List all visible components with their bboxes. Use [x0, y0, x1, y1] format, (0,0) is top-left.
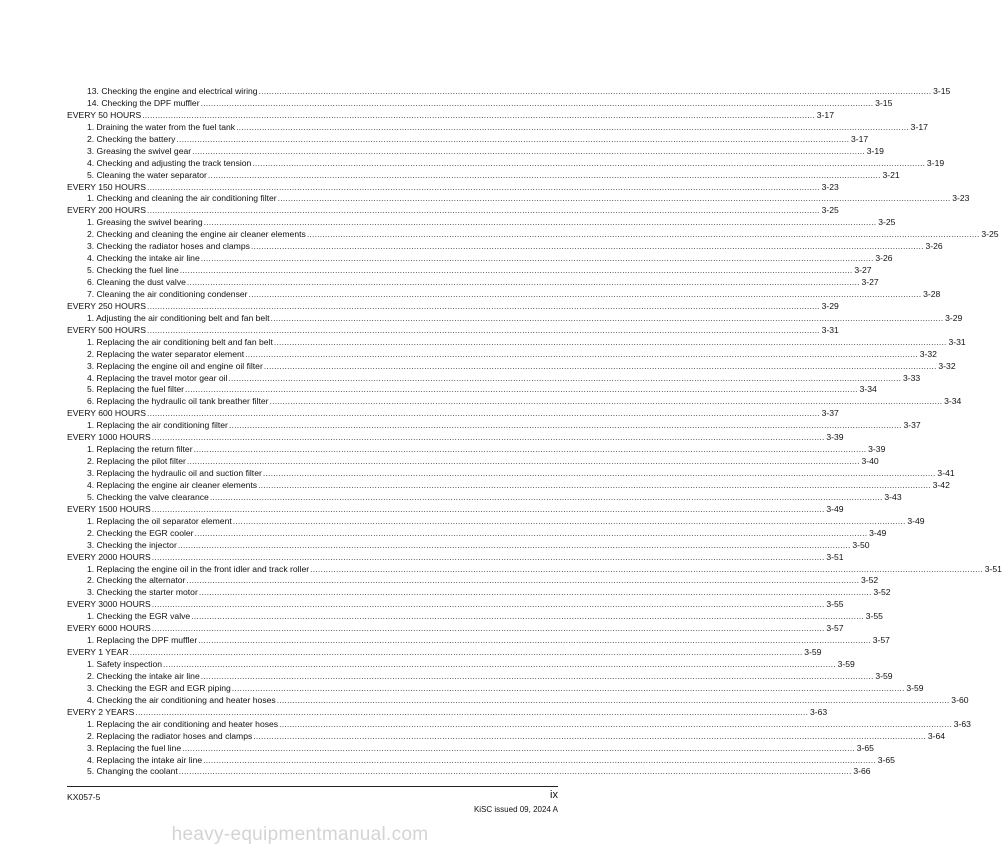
- dot-leader: ....................................................................................................................................................................................................................................................................: [228, 420, 902, 431]
- toc-entry-title: 7. Cleaning the air conditioning condenser: [87, 288, 248, 299]
- document-code: KX057-5: [67, 792, 101, 802]
- toc-entry-page: 3-17: [850, 133, 869, 144]
- toc-entry[interactable]: [67, 133, 869, 146]
- toc-entry-page: 3-17: [910, 121, 928, 132]
- toc-entry-title: 1. Replacing the engine oil in the front idler and track roller: [87, 563, 310, 574]
- dot-leader: ....................................................................................................................................................................................................................................................................: [236, 121, 909, 132]
- toc-entry[interactable]: [67, 444, 886, 456]
- toc-entry[interactable]: [67, 599, 844, 611]
- toc-entry-page: 3-59: [875, 670, 893, 681]
- toc-entry-title: 1. Replacing the air conditioning filter: [87, 420, 228, 431]
- toc-entry-title: 4. Checking the intake air line: [87, 253, 200, 264]
- toc-entry[interactable]: [67, 515, 925, 528]
- dot-leader: ....................................................................................................................................................................................................................................................................: [163, 659, 836, 669]
- toc-entry-page: 3-64: [927, 730, 946, 741]
- toc-entry-title: EVERY 1 YEAR: [67, 647, 129, 658]
- toc-entry[interactable]: [67, 336, 966, 349]
- dot-leader: ....................................................................................................................................................................................................................................................................: [279, 718, 952, 729]
- dot-leader: ....................................................................................................................................................................................................................................................................: [203, 217, 877, 228]
- dot-leader: ....................................................................................................................................................................................................................................................................: [151, 599, 825, 610]
- toc-entry-page: 3-37: [821, 408, 839, 419]
- toc-entry[interactable]: [67, 742, 874, 755]
- toc-entry-title: 3. Checking the injector: [87, 539, 177, 550]
- footer-divider: [67, 786, 558, 787]
- toc-entry-title: 1. Replacing the return filter: [87, 444, 193, 455]
- dot-leader: ....................................................................................................................................................................................................................................................................: [245, 348, 918, 359]
- toc-entry-title: 2. Replacing the pilot filter: [87, 456, 186, 467]
- toc-entry-page: 3-26: [875, 253, 893, 264]
- toc-entry-title: EVERY 600 HOURS: [67, 408, 146, 419]
- toc-entry[interactable]: [67, 551, 844, 564]
- toc-entry-page: 3-49: [826, 503, 844, 514]
- toc-entry[interactable]: [67, 217, 896, 229]
- toc-entry-title: 3. Greasing the swivel gear: [87, 145, 192, 156]
- toc-entry[interactable]: [67, 623, 844, 635]
- toc-entry-title: 5. Checking the fuel line: [87, 265, 179, 276]
- toc-entry-page: 3-31: [948, 336, 966, 347]
- dot-leader: ....................................................................................................................................................................................................................................................................: [306, 229, 980, 240]
- toc-entry-page: 3-51: [984, 563, 1002, 574]
- dot-leader: ....................................................................................................................................................................................................................................................................: [193, 444, 867, 455]
- dot-leader: ....................................................................................................................................................................................................................................................................: [186, 575, 860, 586]
- dot-leader: ....................................................................................................................................................................................................................................................................: [151, 551, 825, 562]
- toc-entry-page: 3-19: [866, 145, 884, 156]
- toc-entry-title: 3. Checking the radiator hoses and clamps: [87, 241, 250, 252]
- toc-entry[interactable]: [67, 300, 839, 313]
- dot-leader: ....................................................................................................................................................................................................................................................................: [135, 706, 809, 717]
- toc-entry[interactable]: [67, 611, 883, 623]
- toc-entry[interactable]: [67, 324, 839, 337]
- toc-entry-page: 3-15: [933, 86, 951, 96]
- toc-entry-page: 3-50: [852, 539, 870, 550]
- dot-leader: ....................................................................................................................................................................................................................................................................: [182, 742, 855, 753]
- toc-entry-title: 2. Replacing the water separator element: [87, 348, 245, 359]
- toc-entry-page: 3-60: [951, 694, 969, 705]
- dot-leader: ....................................................................................................................................................................................................................................................................: [151, 503, 825, 514]
- toc-entry-title: 3. Checking the starter motor: [87, 587, 198, 598]
- dot-leader: ....................................................................................................................................................................................................................................................................: [269, 396, 943, 407]
- toc-entry-title: EVERY 200 HOURS: [67, 205, 146, 216]
- toc-entry[interactable]: [67, 706, 828, 719]
- dot-leader: ....................................................................................................................................................................................................................................................................: [146, 205, 820, 216]
- toc-entry-title: 4. Checking and adjusting the track tension: [87, 157, 252, 168]
- toc-entry-page: 3-23: [952, 193, 970, 204]
- toc-entry[interactable]: [67, 312, 963, 325]
- toc-entry-page: 3-49: [869, 527, 887, 538]
- dot-leader: ....................................................................................................................................................................................................................................................................: [151, 623, 825, 634]
- toc-entry-title: EVERY 2 YEARS: [67, 706, 135, 717]
- watermark: heavy-equipmentmanual.com: [171, 824, 429, 845]
- toc-entry-page: 3-29: [821, 300, 839, 311]
- toc-entry-title: 2. Checking the EGR cooler: [87, 527, 194, 538]
- toc-entry-page: 3-55: [865, 611, 883, 622]
- toc-entry-page: 3-26: [925, 241, 943, 252]
- toc-entry-page: 3-28: [923, 288, 941, 299]
- dot-leader: ....................................................................................................................................................................................................................................................................: [198, 635, 871, 646]
- toc-entry-title: 2. Checking the alternator: [87, 575, 186, 586]
- toc-entry[interactable]: [67, 253, 893, 265]
- toc-entry-title: 3. Replacing the hydraulic oil and suction filter: [87, 468, 262, 478]
- dot-leader: ....................................................................................................................................................................................................................................................................: [231, 682, 905, 693]
- toc-entry[interactable]: [67, 348, 937, 361]
- toc-entry-page: 3-29: [945, 312, 963, 323]
- toc-entry[interactable]: [67, 97, 893, 110]
- toc-entry[interactable]: [67, 432, 844, 444]
- toc-entry[interactable]: [67, 718, 971, 731]
- toc-entry[interactable]: [67, 396, 962, 408]
- toc-entry-title: 14. Checking the DPF muffler: [87, 97, 200, 108]
- toc-entry[interactable]: [67, 86, 951, 98]
- toc-entry[interactable]: [67, 754, 895, 767]
- toc-entry[interactable]: [67, 456, 879, 468]
- toc-entry-title: 2. Checking and cleaning the engine air cleaner elements: [87, 229, 306, 240]
- toc-entry-title: 1. Checking and cleaning the air conditioning filter: [87, 193, 277, 204]
- toc-entry-page: 3-27: [861, 277, 879, 287]
- toc-entry[interactable]: [67, 372, 921, 385]
- dot-leader: ....................................................................................................................................................................................................................................................................: [310, 563, 983, 574]
- dot-leader: ....................................................................................................................................................................................................................................................................: [177, 539, 851, 550]
- toc-entry-title: EVERY 2000 HOURS: [67, 551, 151, 562]
- toc-entry[interactable]: [67, 241, 943, 253]
- dot-leader: ....................................................................................................................................................................................................................................................................: [207, 169, 881, 180]
- toc-entry-title: EVERY 50 HOURS: [67, 109, 142, 120]
- toc-entry-page: 3-37: [903, 420, 921, 431]
- toc-entry-title: 5. Cleaning the water separator: [87, 169, 207, 180]
- toc-entry-page: 3-42: [932, 479, 950, 490]
- toc-entry[interactable]: [67, 670, 893, 683]
- dot-leader: ....................................................................................................................................................................................................................................................................: [191, 611, 864, 622]
- toc-entry-title: 1. Replacing the air conditioning and heater hoses: [87, 718, 279, 729]
- toc-entry-title: EVERY 150 HOURS: [67, 181, 146, 192]
- toc-entry-page: 3-66: [853, 766, 871, 777]
- toc-entry-page: 3-21: [882, 169, 900, 180]
- dot-leader: ....................................................................................................................................................................................................................................................................: [203, 754, 876, 765]
- toc-entry-page: 3-51: [826, 551, 844, 562]
- toc-entry-title: 6. Replacing the hydraulic oil tank breather filter: [87, 396, 269, 407]
- toc-entry-title: 4. Replacing the intake air line: [87, 754, 203, 765]
- dot-leader: ....................................................................................................................................................................................................................................................................: [146, 300, 820, 311]
- toc-entry-page: 3-57: [872, 635, 890, 646]
- dot-leader: ....................................................................................................................................................................................................................................................................: [228, 372, 902, 383]
- toc-entry[interactable]: [67, 694, 969, 707]
- toc-entry-page: 3-19: [926, 157, 945, 168]
- toc-entry[interactable]: [67, 503, 844, 516]
- toc-entry-title: 1. Replacing the oil separator element: [87, 515, 232, 526]
- toc-entry[interactable]: [67, 647, 822, 659]
- toc-entry[interactable]: [67, 157, 945, 170]
- toc-entry-page: 3-27: [854, 265, 872, 276]
- toc-entry[interactable]: [67, 360, 956, 373]
- toc-entry[interactable]: [67, 563, 1002, 576]
- toc-entry-page: 3-59: [906, 682, 924, 693]
- toc-entry[interactable]: [67, 420, 921, 432]
- toc-entry-page: 3-39: [868, 444, 886, 455]
- toc-entry-title: EVERY 6000 HOURS: [67, 623, 151, 634]
- toc-entry-title: 1. Safety inspection: [87, 659, 163, 669]
- dot-leader: ....................................................................................................................................................................................................................................................................: [253, 730, 927, 741]
- toc-entry[interactable]: [67, 659, 855, 671]
- toc-entry-page: 3-15: [875, 97, 893, 108]
- toc-entry-page: 3-59: [837, 659, 855, 669]
- toc-entry-title: 2. Checking the intake air line: [87, 670, 200, 681]
- toc-entry[interactable]: [67, 384, 877, 396]
- toc-entry[interactable]: [67, 682, 924, 695]
- toc-entry-title: EVERY 1500 HOURS: [67, 503, 151, 514]
- toc-entry-title: 3. Checking the EGR and EGR piping: [87, 682, 231, 693]
- toc-entry-title: 5. Changing the coolant: [87, 766, 178, 777]
- toc-entry-page: 3-55: [826, 599, 844, 610]
- dot-leader: ....................................................................................................................................................................................................................................................................: [192, 145, 865, 156]
- toc-entry[interactable]: [67, 468, 955, 480]
- toc-entry[interactable]: [67, 575, 879, 587]
- dot-leader: ....................................................................................................................................................................................................................................................................: [151, 432, 825, 443]
- toc-entry-title: 1. Greasing the swivel bearing: [87, 217, 203, 228]
- dot-leader: ....................................................................................................................................................................................................................................................................: [262, 468, 936, 478]
- toc-entry[interactable]: [67, 205, 839, 217]
- toc-entry[interactable]: [67, 277, 879, 289]
- toc-entry-title: 4. Replacing the engine air cleaner elements: [87, 479, 258, 490]
- toc-entry[interactable]: [67, 109, 834, 122]
- dot-leader: ....................................................................................................................................................................................................................................................................: [277, 193, 951, 204]
- toc-entry-title: EVERY 250 HOURS: [67, 300, 146, 311]
- toc-entry[interactable]: [67, 169, 900, 182]
- issue-info: KiSC issued 09, 2024 A: [473, 805, 558, 814]
- toc-entry-page: 3-59: [804, 647, 822, 658]
- toc-entry[interactable]: [67, 193, 970, 205]
- dot-leader: ....................................................................................................................................................................................................................................................................: [270, 312, 944, 323]
- toc-entry[interactable]: [67, 181, 839, 194]
- toc-entry-page: 3-65: [856, 742, 874, 753]
- dot-leader: ....................................................................................................................................................................................................................................................................: [186, 456, 860, 467]
- toc-entry-page: 3-34: [944, 396, 962, 407]
- toc-entry[interactable]: [67, 408, 839, 420]
- toc-entry-page: 3-40: [861, 456, 879, 467]
- toc-entry-title: 1. Replacing the DPF muffler: [87, 635, 198, 646]
- dot-leader: ....................................................................................................................................................................................................................................................................: [252, 157, 926, 168]
- dot-leader: ....................................................................................................................................................................................................................................................................: [273, 336, 947, 347]
- dot-leader: ....................................................................................................................................................................................................................................................................: [129, 647, 803, 658]
- toc-entry-title: 1. Replacing the air conditioning belt and fan belt: [87, 336, 273, 347]
- toc-entry-page: 3-23: [821, 181, 839, 192]
- toc-entry-title: 5. Replacing the fuel filter: [87, 384, 184, 395]
- dot-leader: ....................................................................................................................................................................................................................................................................: [146, 408, 820, 419]
- dot-leader: ....................................................................................................................................................................................................................................................................: [258, 479, 931, 490]
- toc-entry-title: 3. Replacing the engine oil and engine oil filter: [87, 360, 263, 371]
- toc-entry-page: 3-41: [937, 468, 955, 478]
- toc-entry-title: 4. Checking the air conditioning and heater hoses: [87, 694, 276, 705]
- toc-entry[interactable]: [67, 479, 950, 492]
- dot-leader: ....................................................................................................................................................................................................................................................................: [178, 766, 852, 777]
- dot-leader: ....................................................................................................................................................................................................................................................................: [209, 491, 883, 502]
- toc-entry-title: 3. Replacing the fuel line: [87, 742, 182, 753]
- toc-entry-title: EVERY 3000 HOURS: [67, 599, 151, 610]
- dot-leader: ....................................................................................................................................................................................................................................................................: [232, 515, 906, 526]
- dot-leader: ....................................................................................................................................................................................................................................................................: [248, 288, 922, 299]
- dot-leader: ....................................................................................................................................................................................................................................................................: [200, 670, 874, 681]
- dot-leader: ....................................................................................................................................................................................................................................................................: [184, 384, 858, 395]
- dot-leader: ....................................................................................................................................................................................................................................................................: [146, 324, 820, 335]
- toc-entry[interactable]: [67, 491, 902, 504]
- toc-entry-title: 6. Cleaning the dust valve: [87, 277, 186, 287]
- toc-entry-page: 3-52: [873, 587, 891, 598]
- toc-entry-title: 1. Checking the EGR valve: [87, 611, 191, 622]
- toc-entry-page: 3-17: [816, 109, 834, 120]
- toc-entry-page: 3-63: [953, 718, 971, 729]
- dot-leader: ....................................................................................................................................................................................................................................................................: [198, 587, 872, 598]
- dot-leader: ....................................................................................................................................................................................................................................................................: [258, 86, 932, 96]
- toc-entry-page: 3-33: [903, 372, 921, 383]
- toc-entry-page: 3-43: [884, 491, 902, 502]
- table-of-contents: [67, 86, 1002, 778]
- dot-leader: ....................................................................................................................................................................................................................................................................: [142, 109, 815, 120]
- dot-leader: ....................................................................................................................................................................................................................................................................: [276, 694, 950, 705]
- toc-entry-page: 3-32: [919, 348, 937, 359]
- toc-entry[interactable]: [67, 288, 941, 301]
- toc-entry-page: 3-57: [826, 623, 844, 634]
- toc-entry[interactable]: [67, 766, 871, 778]
- toc-entry-page: 3-34: [859, 384, 877, 395]
- toc-entry-title: 2. Checking the battery: [87, 133, 176, 144]
- toc-entry-title: EVERY 500 HOURS: [67, 324, 146, 335]
- toc-entry-page: 3-32: [938, 360, 956, 371]
- toc-entry[interactable]: [67, 730, 946, 743]
- toc-entry-title: 5. Checking the valve clearance: [87, 491, 209, 502]
- dot-leader: ....................................................................................................................................................................................................................................................................: [186, 277, 860, 287]
- toc-entry-title: 1. Adjusting the air conditioning belt and fan belt: [87, 312, 270, 323]
- toc-entry-title: 1. Draining the water from the fuel tank: [87, 121, 236, 132]
- dot-leader: ....................................................................................................................................................................................................................................................................: [146, 181, 820, 192]
- toc-entry-page: 3-65: [877, 754, 895, 765]
- dot-leader: ....................................................................................................................................................................................................................................................................: [179, 265, 853, 276]
- toc-entry-page: 3-25: [821, 205, 839, 216]
- toc-entry-page: 3-49: [907, 515, 925, 526]
- toc-entry-page: 3-52: [861, 575, 879, 586]
- toc-entry-page: 3-25: [878, 217, 896, 228]
- page-number: ix: [550, 789, 558, 801]
- toc-entry[interactable]: [67, 145, 884, 158]
- dot-leader: ....................................................................................................................................................................................................................................................................: [200, 97, 874, 108]
- dot-leader: ....................................................................................................................................................................................................................................................................: [200, 253, 874, 264]
- toc-entry[interactable]: [67, 587, 891, 599]
- toc-entry-page: 3-39: [826, 432, 844, 443]
- toc-entry[interactable]: [67, 539, 870, 552]
- toc-entry-title: 13. Checking the engine and electrical wiring: [87, 86, 258, 96]
- dot-leader: ....................................................................................................................................................................................................................................................................: [176, 133, 850, 144]
- toc-entry-page: 3-25: [981, 229, 999, 240]
- toc-entry-title: EVERY 1000 HOURS: [67, 432, 151, 443]
- toc-entry[interactable]: [67, 635, 890, 647]
- toc-entry-title: 2. Replacing the radiator hoses and clamps: [87, 730, 253, 741]
- toc-entry[interactable]: [67, 121, 928, 134]
- dot-leader: ....................................................................................................................................................................................................................................................................: [263, 360, 937, 371]
- dot-leader: ....................................................................................................................................................................................................................................................................: [250, 241, 924, 252]
- toc-entry-page: 3-31: [821, 324, 839, 335]
- toc-entry[interactable]: [67, 229, 999, 241]
- toc-entry[interactable]: [67, 265, 872, 277]
- dot-leader: ....................................................................................................................................................................................................................................................................: [194, 527, 868, 538]
- toc-entry-title: 4. Replacing the travel motor gear oil: [87, 372, 228, 383]
- toc-entry[interactable]: [67, 527, 887, 540]
- toc-entry-page: 3-63: [809, 706, 828, 717]
